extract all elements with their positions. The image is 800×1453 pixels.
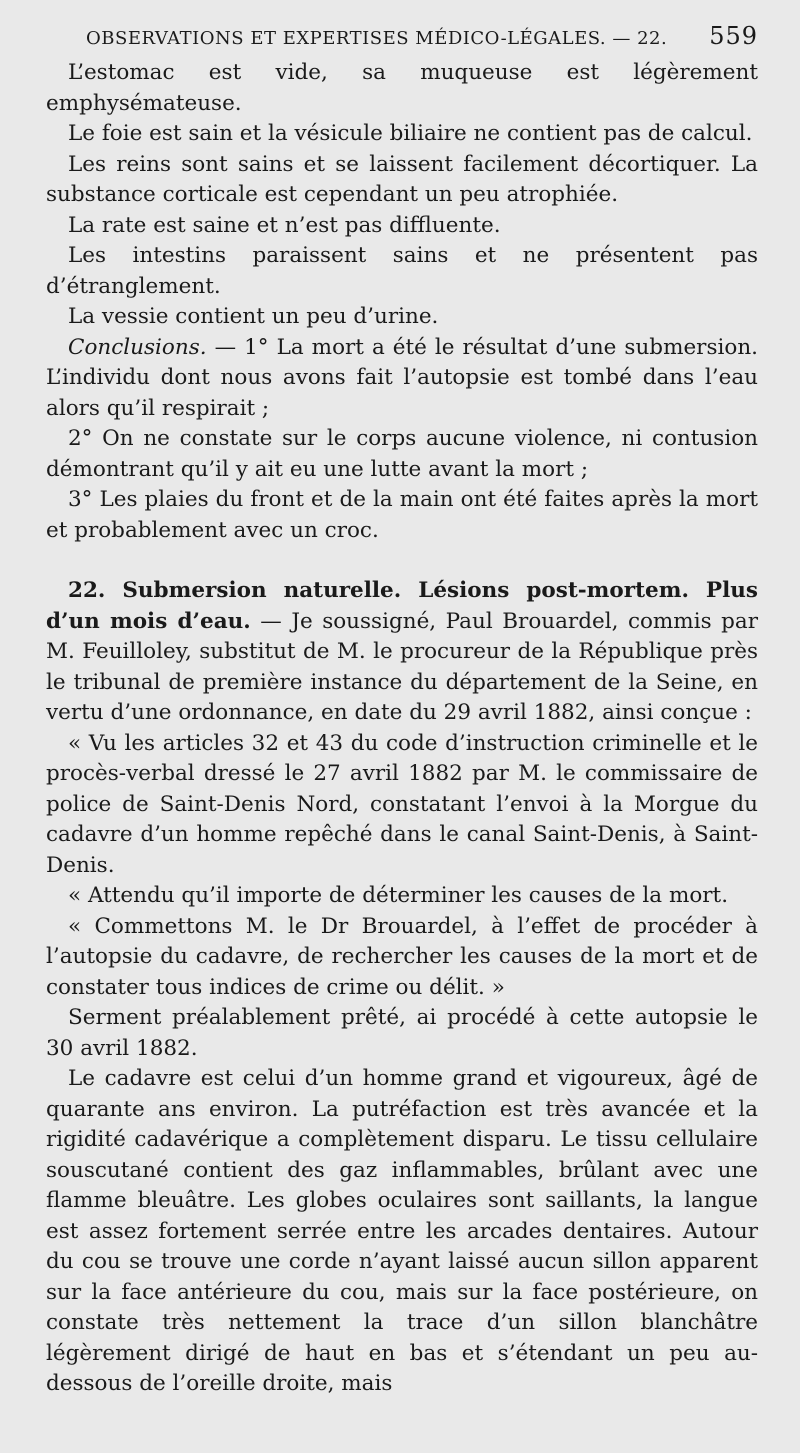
paragraph: « Vu les articles 32 et 43 du code d’instruction criminelle et le procès-verbal dressé le 27 avril 1882 par M. le commissaire de police de Saint-Denis Nord, constatant l’envoi à la Morgue du cadavre d’un homme repêché dans le canal Saint-Denis, à Saint-Denis. bbox=[46, 730, 758, 878]
paragraph: « Commettons M. le Dr Brouardel, à l’effet de procéder à l’autopsie du cadavre, de rechercher les causes de la mort et de constater tous indices de crime ou délit. » bbox=[46, 913, 758, 1000]
section-heading: 22. Submersion naturelle. Lésions post-mortem. Plus d’un mois d’eau. bbox=[46, 578, 758, 634]
paragraph: Le cadavre est celui d’un homme grand et vigoureux, âgé de quarante ans environ. La putréfaction est très avancée et la rigidité cadavérique a complètement disparu. Le tissu cellulaire souscutané contient des gaz inflammables, brûlant avec une flamme bleuâtre. Les globes oculaires sont saillants, la langue est assez fortement serrée entre les arcades dentaires. Autour du cou se trouve une corde n’ayant laissé aucun sillon apparent sur la face antérieure du cou, mais sur la face postérieure, on constate très nettement la trace d’un sillon blanchâtre légèrement dirigé de haut en bas et s’étendant un peu au-dessous de l’oreille droite, mais bbox=[46, 1066, 758, 1396]
paragraph: 3° Les plaies du front et de la main ont été faites après la mort et probablement avec un croc. bbox=[46, 487, 758, 543]
paragraph: La rate est saine et n’est pas diffluente. bbox=[68, 212, 501, 238]
body-text bbox=[46, 58, 758, 1400]
paragraph: Les intestins paraissent sains et ne présentent pas d’étranglement. bbox=[46, 243, 758, 299]
section-intro: — Je soussigné, Paul Brouardel, commis par M. Feuilloley, substitut de M. le procureur de la République près le tribunal de première instance du département de la Seine, en vertu d’une ordonnance, en date du 29 avril 1882, ainsi conçue : bbox=[46, 608, 758, 725]
paragraph: Les reins sont sains et se laissent facilement décortiquer. La substance corticale est cependant un peu atrophiée. bbox=[46, 151, 758, 207]
section-gap bbox=[46, 546, 758, 576]
paragraph: « Attendu qu’il importe de déterminer les causes de la mort. bbox=[68, 883, 729, 908]
conclusions-text: — 1° La mort a été le résultat d’une submersion. L’individu dont nous avons fait l’autopsie est tombé dans l’eau alors qu’il respirait ; bbox=[46, 334, 758, 421]
paragraph: Serment préalablement prêté, ai procédé à cette autopsie le 30 avril 1882. bbox=[46, 1005, 758, 1061]
section-paragraph bbox=[46, 576, 758, 729]
paragraph: L’estomac est vide, sa muqueuse est légèrement emphysémateuse. bbox=[46, 60, 758, 116]
page-number: 559 bbox=[709, 22, 758, 50]
running-header bbox=[86, 22, 758, 50]
paragraph: La vessie contient un peu d’urine. bbox=[68, 304, 439, 329]
paragraph: Le foie est sain et la vésicule biliaire ne contient pas de calcul. bbox=[68, 121, 753, 146]
conclusions-paragraph bbox=[46, 333, 758, 425]
conclusions-label: Conclusions. bbox=[68, 334, 207, 360]
paragraph: 2° On ne constate sur le corps aucune violence, ni contusion démontrant qu’il y ait eu une lutte avant la mort ; bbox=[46, 426, 758, 482]
header-title: OBSERVATIONS ET EXPERTISES MÉDICO-LÉGALES. — 22. bbox=[86, 28, 668, 49]
